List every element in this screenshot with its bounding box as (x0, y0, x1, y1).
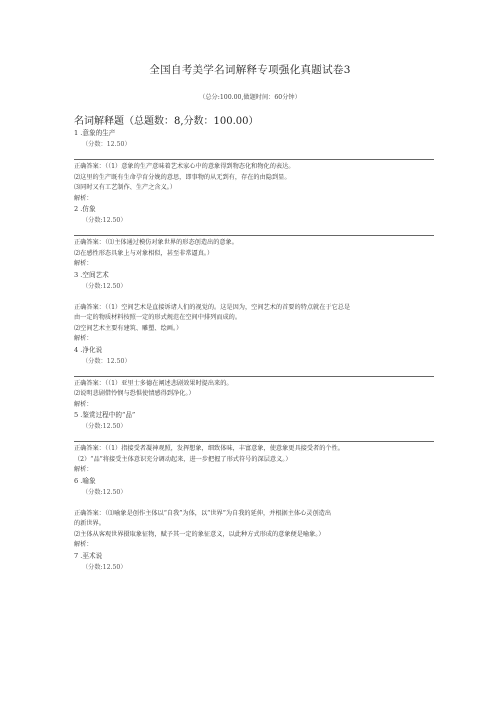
question-score: （分数:12.50） (82, 423, 127, 430)
analysis-label: 解析： (74, 335, 93, 342)
section-heading: 名词解释题（总题数：8,分数：100.00） (74, 116, 259, 127)
question-score: （分数:12.50） (82, 563, 127, 571)
answer-block (74, 441, 434, 465)
question-score: （分数:12.50） (82, 217, 127, 224)
question-score: （分数:12.50） (82, 488, 127, 496)
question-title: 1 .意象的生产 (74, 129, 116, 137)
question-block (74, 345, 434, 411)
answer-line: （2）“品”将接受主体意识充分调动起来，进一步把握了形式符号的深层意义。） (74, 455, 292, 463)
answer-line: 正确答案：（（1）空间艺术是直接诉诸人们的视觉的。这是因为，空间艺术的首要的特点就在于它总是 (74, 303, 351, 311)
answer-line: 正确答案：（（1）意象的生产意味着艺术家心中的意象得到物态化和物化的表达。 (74, 163, 295, 170)
analysis-label: 解析： (74, 541, 93, 548)
question-title: 5 .鉴赏过程中的“品” (74, 411, 136, 419)
answer-line: ⑵这里的生产既有生命孕育分娩的意思，即事物的从无到有，存在的由隐到显。 (74, 173, 291, 181)
analysis-label: 解析： (74, 260, 93, 267)
analysis-label: 解析： (74, 400, 93, 408)
analysis-label: 解析： (74, 194, 93, 202)
answer-block (74, 301, 434, 335)
question-block (74, 270, 434, 345)
answer-line: ⑵空间艺术主要有建筑、雕塑、绘画。） (74, 324, 183, 332)
answer-line: 正确答案：（⑴喻象是创作主体以“自我”为体，以“世界”为自我的延伸，并根据主体心灵创造出 (74, 509, 332, 517)
question-title: 3 .空间艺术 (74, 270, 109, 279)
answer-line: 正确答案：（⑴主体通过模仿对象世界的形态创造出的意象。 (74, 239, 238, 246)
answer-line: ⑵说明悲剧借怜悯与恐惧使情感得到净化。） (74, 390, 195, 397)
answer-line: ⑵在感性形态具象上与对象相似，甚至非常逼真。） (74, 249, 214, 257)
question-block (74, 204, 434, 270)
analysis-label: 解析： (74, 466, 93, 473)
question-title: 6 .喻象 (74, 476, 96, 485)
question-score: （分数：12.50） (82, 141, 131, 148)
document-title: 全国自考美学名词解释专项强化真题试卷3 (149, 64, 351, 76)
question-block (74, 476, 434, 551)
answer-line: 正确答案：（（1）亚里士多德在阐述悲剧效果时提出来的。 (74, 379, 233, 387)
answer-block (74, 376, 434, 400)
answer-block (74, 507, 434, 541)
answer-block (74, 235, 434, 259)
question-title: 4 .净化说 (74, 345, 103, 354)
exam-meta: （总分:100.00,做题时间：60分钟） (199, 94, 301, 101)
answer-line: 的新世界。 (74, 520, 105, 527)
question-block (74, 410, 434, 476)
answer-line: ⑶同时又有工艺制作、生产之含义。） (74, 184, 177, 191)
answer-line: 由一定的物质材料按照一定的形式规范在空间中排列而成的。 (74, 314, 242, 321)
question-title: 7 .巫术说 (74, 551, 103, 560)
question-score: （分数:12.50） (82, 282, 127, 290)
question-title: 2 .仿象 (74, 205, 96, 213)
answer-line: ⑵主体从客观世界摄取象征物，赋予其一定的象征意义，以此种方式形成的意象便是喻象。） (74, 530, 325, 538)
answer-block (74, 159, 434, 194)
question-list (74, 128, 434, 573)
answer-line: 正确答案：（（1）指接受者凝神观照，发挥想象，细致体味，丰富意象，使意象更具接受者的个性。 (74, 445, 344, 452)
question-score: （分数：12.50） (82, 357, 131, 365)
question-block (74, 128, 434, 204)
question-block (74, 551, 434, 573)
